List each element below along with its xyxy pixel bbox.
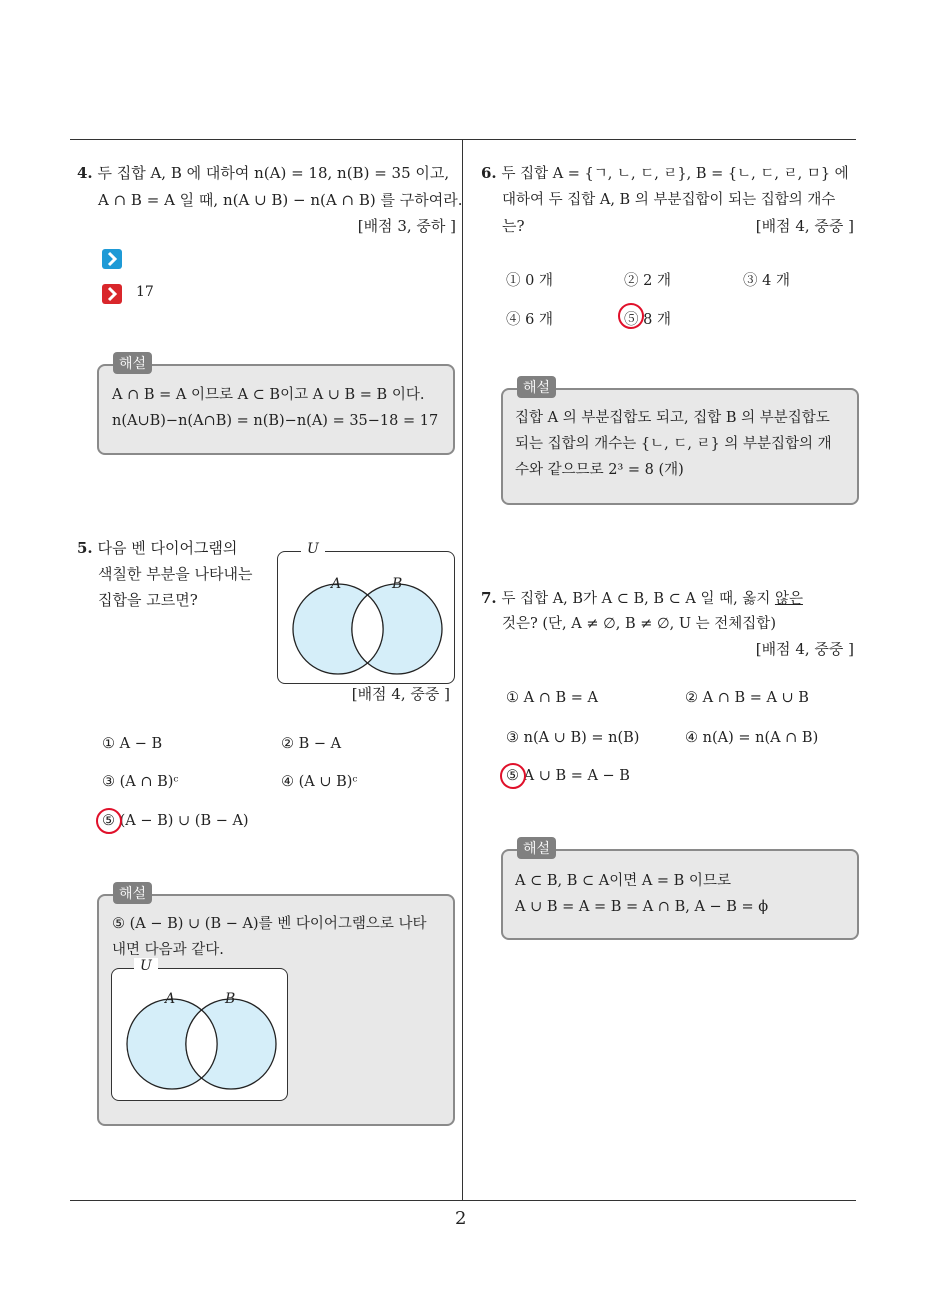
option-2[interactable]: ② B − A	[281, 736, 342, 752]
venn-label-u: U	[301, 541, 325, 557]
option-1[interactable]: ① A ∩ B = A	[506, 690, 598, 706]
question-text-line: 대하여 두 집합 A, B 의 부분집합이 되는 집합의 개수	[502, 192, 836, 208]
solution-line: A ⊂ B, B ⊂ A이면 A = B 이므로	[515, 873, 731, 889]
option-1[interactable]: ① 0 개	[506, 273, 553, 289]
solution-line: 되는 집합의 개수는 {ㄴ, ㄷ, ㄹ} 의 부분집합의 개	[515, 436, 832, 452]
venn-diagram	[277, 551, 455, 684]
question-text-line: 것은? (단, A ≠ ∅, B ≠ ∅, U 는 전체집합)	[502, 616, 776, 632]
question-text-line: A ∩ B = A 일 때, n(A ∪ B) − n(A ∩ B) 를 구하여라.	[98, 191, 463, 209]
question-number: 4.	[77, 164, 93, 182]
venn-label-b: B	[392, 576, 403, 592]
page-number: 2	[455, 1208, 467, 1229]
solution-tag: 해설	[113, 352, 152, 374]
option-4[interactable]: ④ (A ∪ B)ᶜ	[281, 774, 358, 790]
option-3[interactable]: ③ (A ∩ B)ᶜ	[102, 774, 179, 790]
option-4[interactable]: ④ 6 개	[506, 312, 553, 328]
solution-tag: 해설	[113, 882, 152, 904]
question-4	[77, 160, 449, 187]
answer-value: 17	[136, 284, 154, 300]
difficulty-meta: [배점 3, 중하 ]	[357, 217, 456, 235]
question-text-line: 색칠한 부분을 나타내는	[98, 565, 253, 583]
solution-line: 집합 A 의 부분집합도 되고, 집합 B 의 부분집합도	[515, 410, 830, 426]
difficulty-meta: [배점 4, 중중 ]	[755, 217, 854, 235]
option-5[interactable]: ⑤ A ∪ B = A − B	[506, 768, 630, 784]
solution-tag: 해설	[517, 376, 556, 398]
option-5[interactable]: ⑤ 8 개	[624, 312, 671, 328]
difficulty-meta: [배점 4, 중중 ]	[351, 685, 450, 703]
solution-line: 수와 같으므로 2³ = 8 (개)	[515, 462, 684, 478]
option-3[interactable]: ③ 4 개	[743, 273, 790, 289]
question-text-line: 두 집합 A = {ㄱ, ㄴ, ㄷ, ㄹ}, B = {ㄴ, ㄷ, ㄹ, ㅁ} 에	[501, 166, 849, 182]
bottom-rule	[70, 1200, 856, 1201]
venn-label-b: B	[225, 991, 236, 1007]
solution-line: 내면 다음과 같다.	[112, 942, 224, 958]
emphasis-underline: 않은	[774, 591, 803, 607]
solution-venn-diagram	[111, 968, 288, 1101]
answer-mark-circle	[96, 808, 122, 834]
question-text-line: 집합을 고르면?	[98, 591, 198, 609]
column-divider	[462, 139, 463, 1200]
question-text-line: 는?	[502, 217, 525, 235]
question-text-line: 두 집합 A, B가 A ⊂ B, B ⊂ A 일 때, 옳지	[501, 591, 775, 607]
option-3[interactable]: ③ n(A ∪ B) = n(B)	[506, 730, 640, 746]
option-5[interactable]: ⑤ (A − B) ∪ (B − A)	[102, 813, 249, 829]
question-5	[77, 535, 237, 562]
venn-label-a: A	[331, 576, 342, 592]
question-6	[481, 160, 849, 188]
question-text-line: 두 집합 A, B 에 대하여 n(A) = 18, n(B) = 35 이고,	[97, 164, 450, 182]
option-1[interactable]: ① A − B	[102, 736, 163, 752]
solution-tag: 해설	[517, 837, 556, 859]
solution-line: A ∩ B = A 이므로 A ⊂ B이고 A ∪ B = B 이다.	[112, 387, 425, 403]
question-number: 6.	[481, 164, 497, 182]
answer-mark-circle	[500, 763, 526, 789]
question-text-line: 다음 벤 다이어그램의	[97, 539, 238, 557]
option-2[interactable]: ② A ∩ B = A ∪ B	[685, 690, 809, 706]
venn-label-u: U	[134, 958, 158, 974]
solution-line: ⑤ (A − B) ∪ (B − A)를 벤 다이어그램으로 나타	[112, 916, 427, 932]
option-4[interactable]: ④ n(A) = n(A ∩ B)	[685, 730, 819, 746]
solution-line: n(A∪B)−n(A∩B) = n(B)−n(A) = 35−18 = 17	[112, 413, 439, 429]
question-7	[481, 585, 803, 613]
solution-line: A ∪ B = A = B = A ∩ B, A − B = ϕ	[515, 899, 769, 915]
question-number: 5.	[77, 539, 93, 557]
option-2[interactable]: ② 2 개	[624, 273, 671, 289]
question-number: 7.	[481, 589, 497, 607]
venn-label-a: A	[165, 991, 176, 1007]
next-arrow-icon[interactable]	[102, 249, 122, 269]
answer-arrow-icon[interactable]	[102, 284, 122, 304]
answer-mark-circle	[618, 303, 644, 329]
top-rule	[70, 139, 856, 140]
difficulty-meta: [배점 4, 중중 ]	[755, 640, 854, 658]
